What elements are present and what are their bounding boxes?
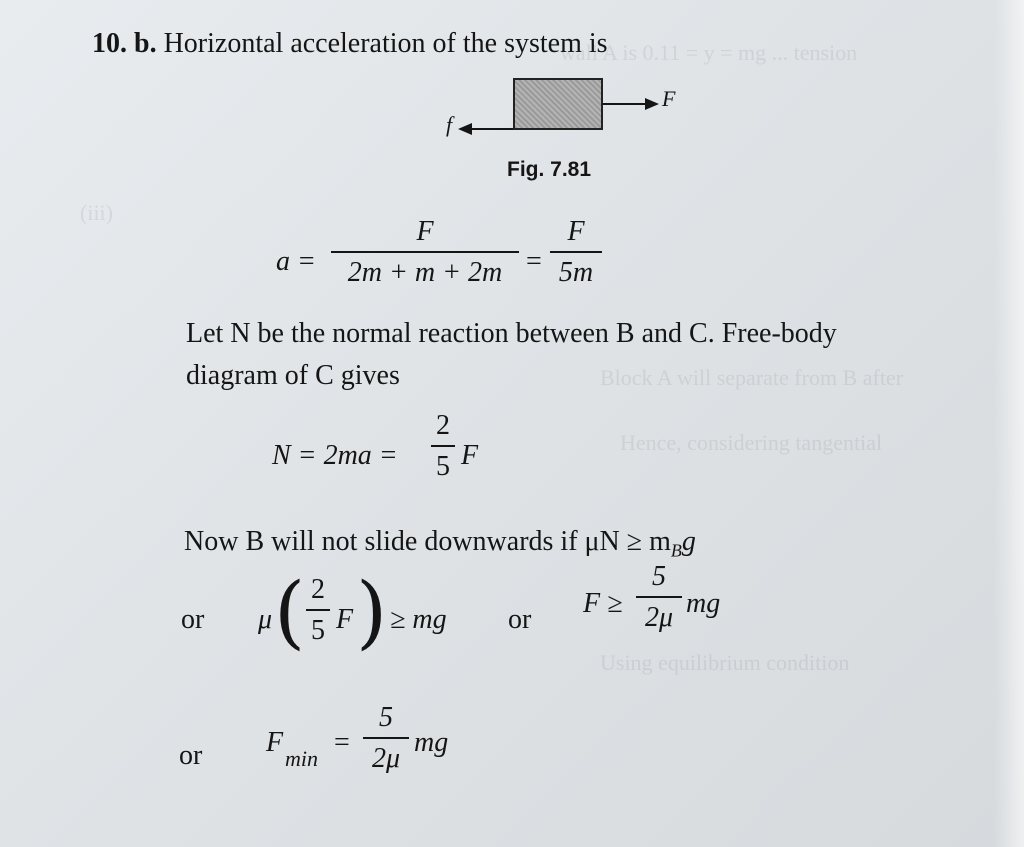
- gravity-symbol: g: [681, 526, 696, 557]
- eq-a-fraction-1: [331, 218, 519, 287]
- fraction-bar: [331, 251, 519, 253]
- fraction-bar: [363, 737, 409, 739]
- eq-condition-denominator: 2μ: [644, 602, 674, 633]
- eq-fmin-equals: =: [334, 727, 350, 758]
- paragraph-slide-condition: [184, 526, 696, 562]
- eq-n-lhs: N = 2ma =: [272, 440, 398, 471]
- fraction-bar: [550, 251, 602, 253]
- friction-arrowhead: [458, 123, 472, 135]
- eq-n-numerator: 2: [436, 410, 450, 441]
- eq-condition-rhs: ≥ mg: [390, 604, 447, 635]
- slide-condition-text: Now B will not slide downwards if μN ≥ m: [184, 526, 671, 557]
- force-arrowhead: [645, 98, 659, 110]
- force-label: F: [662, 86, 676, 111]
- eq-fmin-fraction: [363, 704, 409, 773]
- friction-arrow-line: [470, 128, 513, 130]
- eq-a-lhs: a =: [276, 246, 316, 277]
- fraction-bar: [431, 445, 455, 447]
- eq-fmin-numerator: 5: [379, 702, 393, 733]
- eq-fmin-F: F: [266, 727, 284, 758]
- friction-label: f: [446, 112, 453, 137]
- eq-or-1: or: [181, 604, 205, 635]
- bleed-through-text: wall A is 0.11 = y = mg ... tension: [560, 40, 858, 65]
- eq-mu: μ: [258, 604, 273, 635]
- eq-a-equals: =: [526, 246, 542, 277]
- force-arrow-line: [603, 103, 647, 105]
- eq-inner-numerator: 2: [311, 574, 325, 605]
- right-parenthesis: ): [356, 565, 388, 658]
- mass-subscript: B: [670, 540, 682, 561]
- figure-caption: Fig. 7.81: [507, 158, 592, 181]
- eq-F-lhs: F ≥: [583, 588, 623, 619]
- eq-fmin-subscript: min: [285, 746, 318, 771]
- heading-text: Horizontal acceleration of the system is: [163, 28, 608, 59]
- eq-n-fraction: [431, 412, 455, 481]
- eq-a-frac2-denominator: 5m: [558, 257, 594, 288]
- fraction-bar: [636, 596, 682, 598]
- paragraph-normal-reaction-line2: diagram of C gives: [186, 360, 400, 391]
- paragraph-normal-reaction-line1: Let N be the normal reaction between B and C. Free-body: [186, 318, 837, 349]
- eq-condition-fraction: [636, 563, 682, 632]
- fraction-bar: [306, 609, 330, 611]
- eq-or-2: or: [508, 604, 532, 635]
- eq-fmin-mg: mg: [414, 727, 449, 758]
- eq-n-denominator: 5: [436, 451, 450, 482]
- bleed-through-text: Using equilibrium condition: [600, 650, 850, 675]
- bleed-through-text: Block A will separate from B after: [600, 365, 904, 390]
- eq-inner-fraction: [306, 576, 330, 645]
- eq-condition-numerator: 5: [652, 561, 666, 592]
- eq-condition-mg: mg: [686, 588, 721, 619]
- eq-inner-denominator: 5: [311, 615, 325, 646]
- eq-inner-F: F: [336, 604, 354, 635]
- problem-number: 10. b.: [92, 28, 157, 59]
- block-diagram: [513, 78, 603, 130]
- eq-or-3: or: [179, 740, 203, 771]
- eq-fmin-denominator: 2μ: [371, 743, 401, 774]
- bleed-through-text: Hence, considering tangential: [620, 430, 883, 455]
- eq-a-frac2-numerator: F: [567, 216, 585, 247]
- page-edge-shadow: [994, 0, 1024, 847]
- bleed-through-text: (iii): [80, 200, 113, 225]
- left-parenthesis: (: [274, 565, 306, 658]
- eq-n-rhs: F: [461, 440, 479, 471]
- problem-heading: [92, 28, 608, 60]
- eq-a-fraction-2: [550, 218, 602, 287]
- eq-a-frac1-denominator: 2m + m + 2m: [347, 257, 503, 288]
- eq-a-frac1-numerator: F: [416, 216, 434, 247]
